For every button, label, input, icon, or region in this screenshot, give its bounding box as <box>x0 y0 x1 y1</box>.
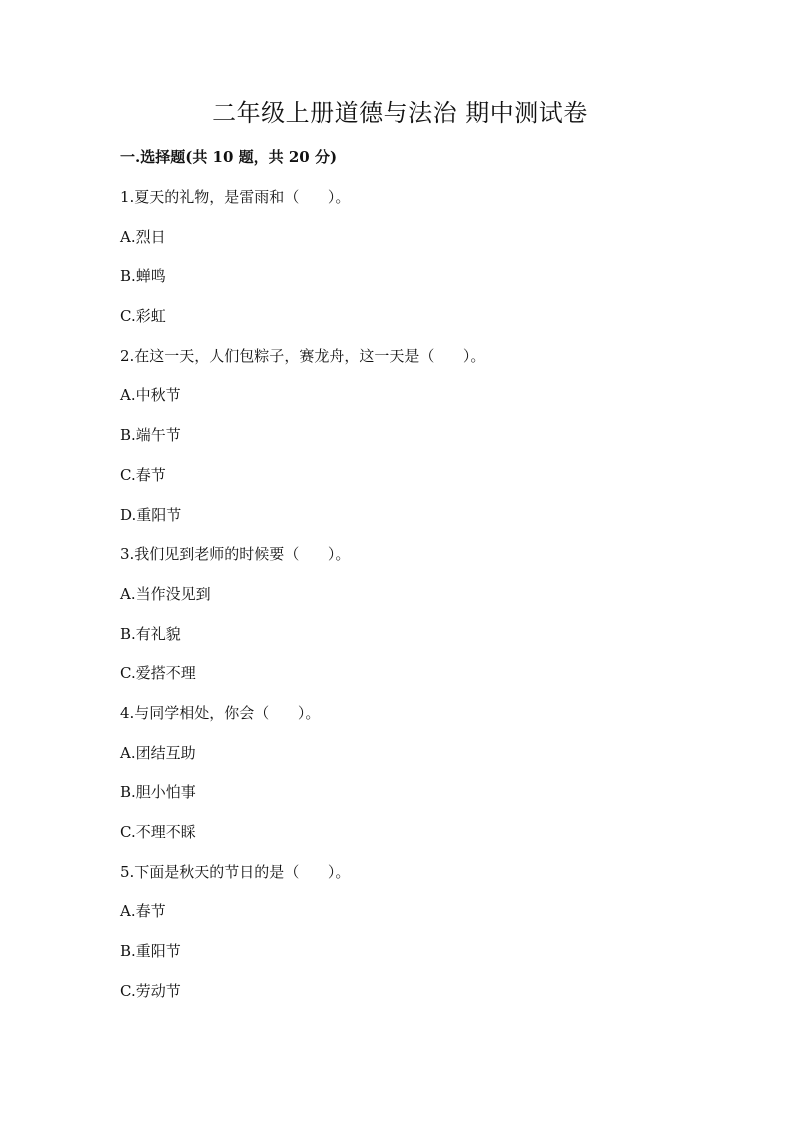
section-heading: 一.选择题(共 10 题，共 20 分) <box>120 148 338 166</box>
option-2a: A.中秋节 <box>120 386 181 405</box>
option-2d: D.重阳节 <box>120 505 182 524</box>
option-3b: B.有礼貌 <box>120 624 181 643</box>
option-1b: B.蝉鸣 <box>120 267 166 286</box>
option-5c: C.劳动节 <box>120 981 181 1000</box>
question-list <box>120 185 720 1018</box>
option-2c: C.春节 <box>120 465 166 484</box>
option-1c: C.彩虹 <box>120 307 166 326</box>
question-2: 2.在这一天，人们包粽子，赛龙舟，这一天是（ ）。 <box>120 346 486 365</box>
option-2b: B.端午节 <box>120 426 181 445</box>
question-4: 4.与同学相处，你会（ ）。 <box>120 703 321 722</box>
option-4a: A.团结互助 <box>120 743 196 762</box>
question-1: 1.夏天的礼物，是雷雨和（ ）。 <box>120 188 351 206</box>
option-4c: C.不理不睬 <box>120 823 196 841</box>
option-5a: A.春节 <box>120 902 166 921</box>
option-3c: C.爱搭不理 <box>120 664 196 683</box>
question-5: 5.下面是秋天的节日的是（ ）。 <box>120 862 351 881</box>
exam-title: 二年级上册道德与法治 期中测试卷 <box>212 99 588 127</box>
option-3a: A.当作没见到 <box>120 584 211 603</box>
question-3: 3.我们见到老师的时候要（ ）。 <box>120 545 351 564</box>
option-5b: B.重阳节 <box>120 942 181 961</box>
option-4b: B.胆小怕事 <box>120 783 196 802</box>
option-1a: A.烈日 <box>120 227 166 246</box>
